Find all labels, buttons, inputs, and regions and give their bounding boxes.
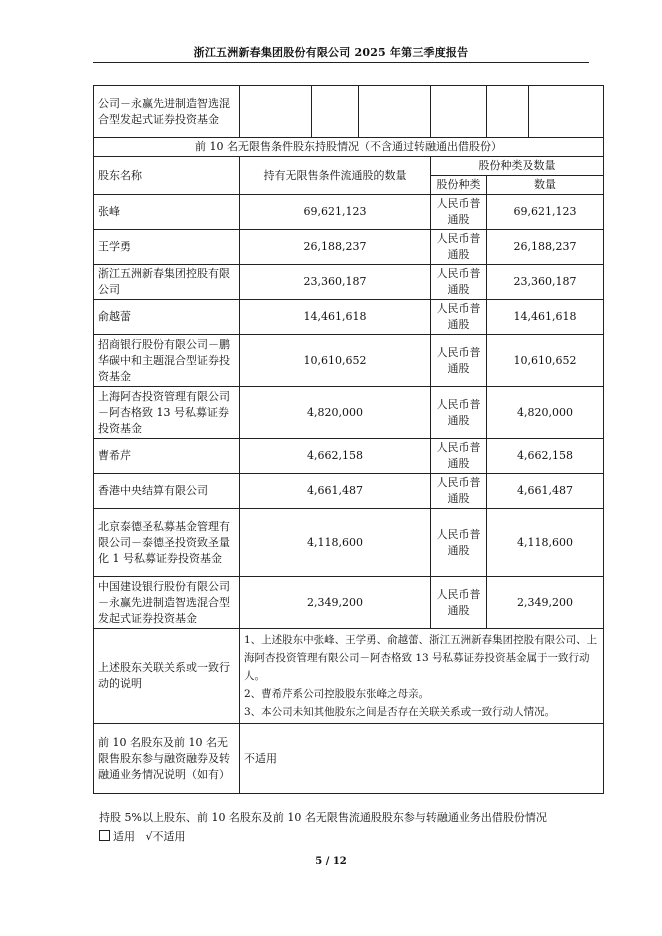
table-row [94, 387, 604, 439]
holder-shares: 4,662,158 [240, 439, 431, 474]
empty-cell [312, 86, 359, 138]
option-not-apply: √不适用 [145, 830, 186, 843]
share-type: 人民币普通股 [431, 265, 487, 300]
page-number: 5 / 12 [315, 856, 347, 867]
holder-name: 招商银行股份有限公司－鹏华碳中和主题混合型证券投资基金 [94, 335, 240, 387]
table-row [94, 230, 604, 265]
share-quantity: 69,621,123 [487, 195, 604, 230]
share-quantity: 26,188,237 [487, 230, 604, 265]
holder-name: 张峰 [94, 195, 240, 230]
margin-value: 不适用 [240, 724, 604, 794]
table-row [94, 265, 604, 300]
shareholder-table [93, 85, 604, 794]
col-header-shares: 持有无限售条件流通股的数量 [240, 157, 431, 195]
table-row [94, 577, 604, 629]
share-quantity: 2,349,200 [487, 577, 604, 629]
empty-cell [240, 86, 312, 138]
empty-cell [431, 86, 487, 138]
share-type: 人民币普通股 [431, 509, 487, 577]
share-type: 人民币普通股 [431, 439, 487, 474]
relation-label: 上述股东关联关系或一致行动的说明 [94, 629, 240, 724]
share-type: 人民币普通股 [431, 230, 487, 265]
share-quantity: 4,661,487 [487, 474, 604, 509]
holder-shares: 69,621,123 [240, 195, 431, 230]
col-header-holder: 股东名称 [94, 157, 240, 195]
table-row [94, 439, 604, 474]
share-type: 人民币普通股 [431, 474, 487, 509]
holder-name: 上海阿杏投资管理有限公司－阿杏格致 13 号私募证券投资基金 [94, 387, 240, 439]
col-header-quantity: 数量 [487, 176, 604, 195]
share-type: 人民币普通股 [431, 195, 487, 230]
table-row [94, 335, 604, 387]
empty-cell [529, 86, 604, 138]
relation-description [240, 629, 604, 724]
option-apply: 适用 [113, 830, 135, 843]
relation-line-2: 2、曹希芹系公司控股股东张峰之母亲。 [244, 688, 430, 700]
table-row [94, 474, 604, 509]
table-row [94, 509, 604, 577]
relation-line-3: 3、本公司未知其他股东之间是否存在关联关系或一致行动人情况。 [244, 706, 556, 718]
share-type: 人民币普通股 [431, 387, 487, 439]
table-row [94, 195, 604, 230]
share-quantity: 14,461,618 [487, 300, 604, 335]
share-type: 人民币普通股 [431, 577, 487, 629]
fragment-holder-name: 公司－永赢先进制造智选混合型发起式证券投资基金 [94, 86, 240, 138]
holder-name: 浙江五洲新春集团控股有限公司 [94, 265, 240, 300]
share-quantity: 4,118,600 [487, 509, 604, 577]
col-header-type-group: 股份种类及数量 [431, 157, 604, 176]
share-type: 人民币普通股 [431, 300, 487, 335]
holder-name: 中国建设银行股份有限公司－永赢先进制造智选混合型发起式证券投资基金 [94, 577, 240, 629]
checkbox-icon [99, 830, 110, 841]
table-row-top-fragment [94, 86, 604, 138]
holder-shares: 14,461,618 [240, 300, 431, 335]
holder-shares: 4,661,487 [240, 474, 431, 509]
holder-name: 曹希芹 [94, 439, 240, 474]
lending-disclosure-text: 持股 5%以上股东、前 10 名股东及前 10 名无限售流通股股东参与转融通业务出借股份情况 [99, 811, 547, 824]
share-quantity: 23,360,187 [487, 265, 604, 300]
holder-shares: 4,118,600 [240, 509, 431, 577]
header-divider [93, 62, 589, 63]
holder-shares: 23,360,187 [240, 265, 431, 300]
table-row [94, 300, 604, 335]
report-header: 浙江五洲新春集团股份有限公司 2025 年第三季度报告 [193, 46, 469, 59]
margin-label: 前 10 名股东及前 10 名无限售股东参与融资融券及转融通业务情况说明（如有） [94, 724, 240, 794]
lending-options [99, 827, 547, 846]
margin-row [94, 724, 604, 794]
holder-name: 北京泰德圣私募基金管理有限公司－泰德圣投资致圣量化 1 号私募证券投资基金 [94, 509, 240, 577]
empty-cell [359, 86, 431, 138]
share-quantity: 4,662,158 [487, 439, 604, 474]
section-title: 前 10 名无限售条件股东持股情况（不含通过转融通出借股份） [94, 138, 604, 157]
holder-name: 香港中央结算有限公司 [94, 474, 240, 509]
holder-shares: 26,188,237 [240, 230, 431, 265]
holder-name: 俞越蕾 [94, 300, 240, 335]
relation-line-1: 1、上述股东中张峰、王学勇、俞越蕾、浙江五洲新春集团控股有限公司、上海阿杏投资管理有限公司－阿杏格致 13 号私募证券投资基金属于一致行动人。 [244, 634, 598, 682]
share-quantity: 10,610,652 [487, 335, 604, 387]
empty-cell [487, 86, 529, 138]
col-header-type: 股份种类 [431, 176, 487, 195]
lending-disclosure [99, 808, 547, 846]
relation-row [94, 629, 604, 724]
holder-shares: 2,349,200 [240, 577, 431, 629]
holder-shares: 10,610,652 [240, 335, 431, 387]
holder-shares: 4,820,000 [240, 387, 431, 439]
holder-name: 王学勇 [94, 230, 240, 265]
share-quantity: 4,820,000 [487, 387, 604, 439]
share-type: 人民币普通股 [431, 335, 487, 387]
